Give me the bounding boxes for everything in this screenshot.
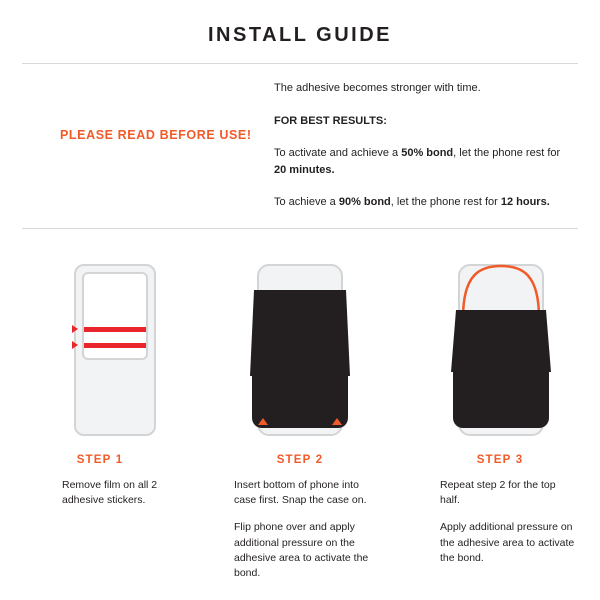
bond-50-duration: 20 minutes. — [274, 163, 335, 176]
best-results-heading — [274, 113, 574, 130]
step-1-label: STEP 1 — [76, 454, 124, 466]
case-lower-step3 — [453, 372, 549, 428]
arrow-bottom-icon — [72, 341, 78, 349]
page-title: INSTALL GUIDE — [208, 24, 392, 46]
adhesive-strip-top — [84, 327, 146, 332]
bond-50-value: 50% bond — [401, 147, 454, 159]
bond-90-duration: 12 hours. — [500, 196, 550, 208]
step-2-illustration — [200, 250, 400, 440]
step-2-label: STEP 2 — [276, 454, 324, 466]
best-results-heading-text: FOR BEST RESULTS: — [274, 114, 387, 127]
please-read-notice: PLEASE READ BEFORE USE! — [60, 128, 252, 142]
bond-90-text-a: To achieve a — [274, 196, 339, 208]
adhesive-strip-bottom — [84, 343, 146, 348]
step-2 — [200, 250, 400, 593]
pressure-arrow-right-icon — [332, 418, 342, 425]
intro-text-column — [274, 80, 574, 227]
step-1-body — [0, 478, 200, 508]
bond-90-value: 90% bond — [338, 196, 391, 208]
steps-section — [0, 250, 600, 593]
bond-90-line — [274, 194, 574, 211]
bond-50-line — [274, 145, 574, 178]
arrow-top-icon — [72, 325, 78, 333]
read-before-use-section — [0, 64, 600, 224]
step-1-illustration — [0, 250, 200, 440]
intro-line-1: The adhesive becomes stronger with time. — [274, 82, 481, 94]
section-divider — [22, 228, 578, 229]
step-1 — [0, 250, 200, 593]
bond-50-text-b: , let the phone rest for — [453, 147, 561, 159]
step-3-paragraph-2: Apply additional pressure on the adhesive area to activate the bond. — [440, 521, 575, 564]
step-2-paragraph-1: Insert bottom of phone into case first. Snap the case on. — [234, 479, 367, 507]
bond-50-text-a: To activate and achieve a — [274, 147, 402, 159]
step-2-body — [200, 478, 400, 581]
step-3-illustration — [400, 250, 600, 440]
case-body-step2 — [250, 290, 350, 376]
step-3 — [400, 250, 600, 593]
step-1-paragraph-1: Remove film on all 2 adhesive stickers. — [62, 479, 158, 507]
step-3-body — [400, 478, 600, 566]
step-3-paragraph-1: Repeat step 2 for the top half. — [440, 479, 556, 507]
case-body-step3 — [451, 310, 551, 372]
pressure-arrow-left-icon — [258, 418, 268, 425]
bond-90-text-b: , let the phone rest for — [390, 196, 501, 208]
step-2-paragraph-2: Flip phone over and apply additional pressure on the adhesive area to activate the bond. — [234, 521, 369, 580]
step-3-label: STEP 3 — [476, 454, 524, 466]
